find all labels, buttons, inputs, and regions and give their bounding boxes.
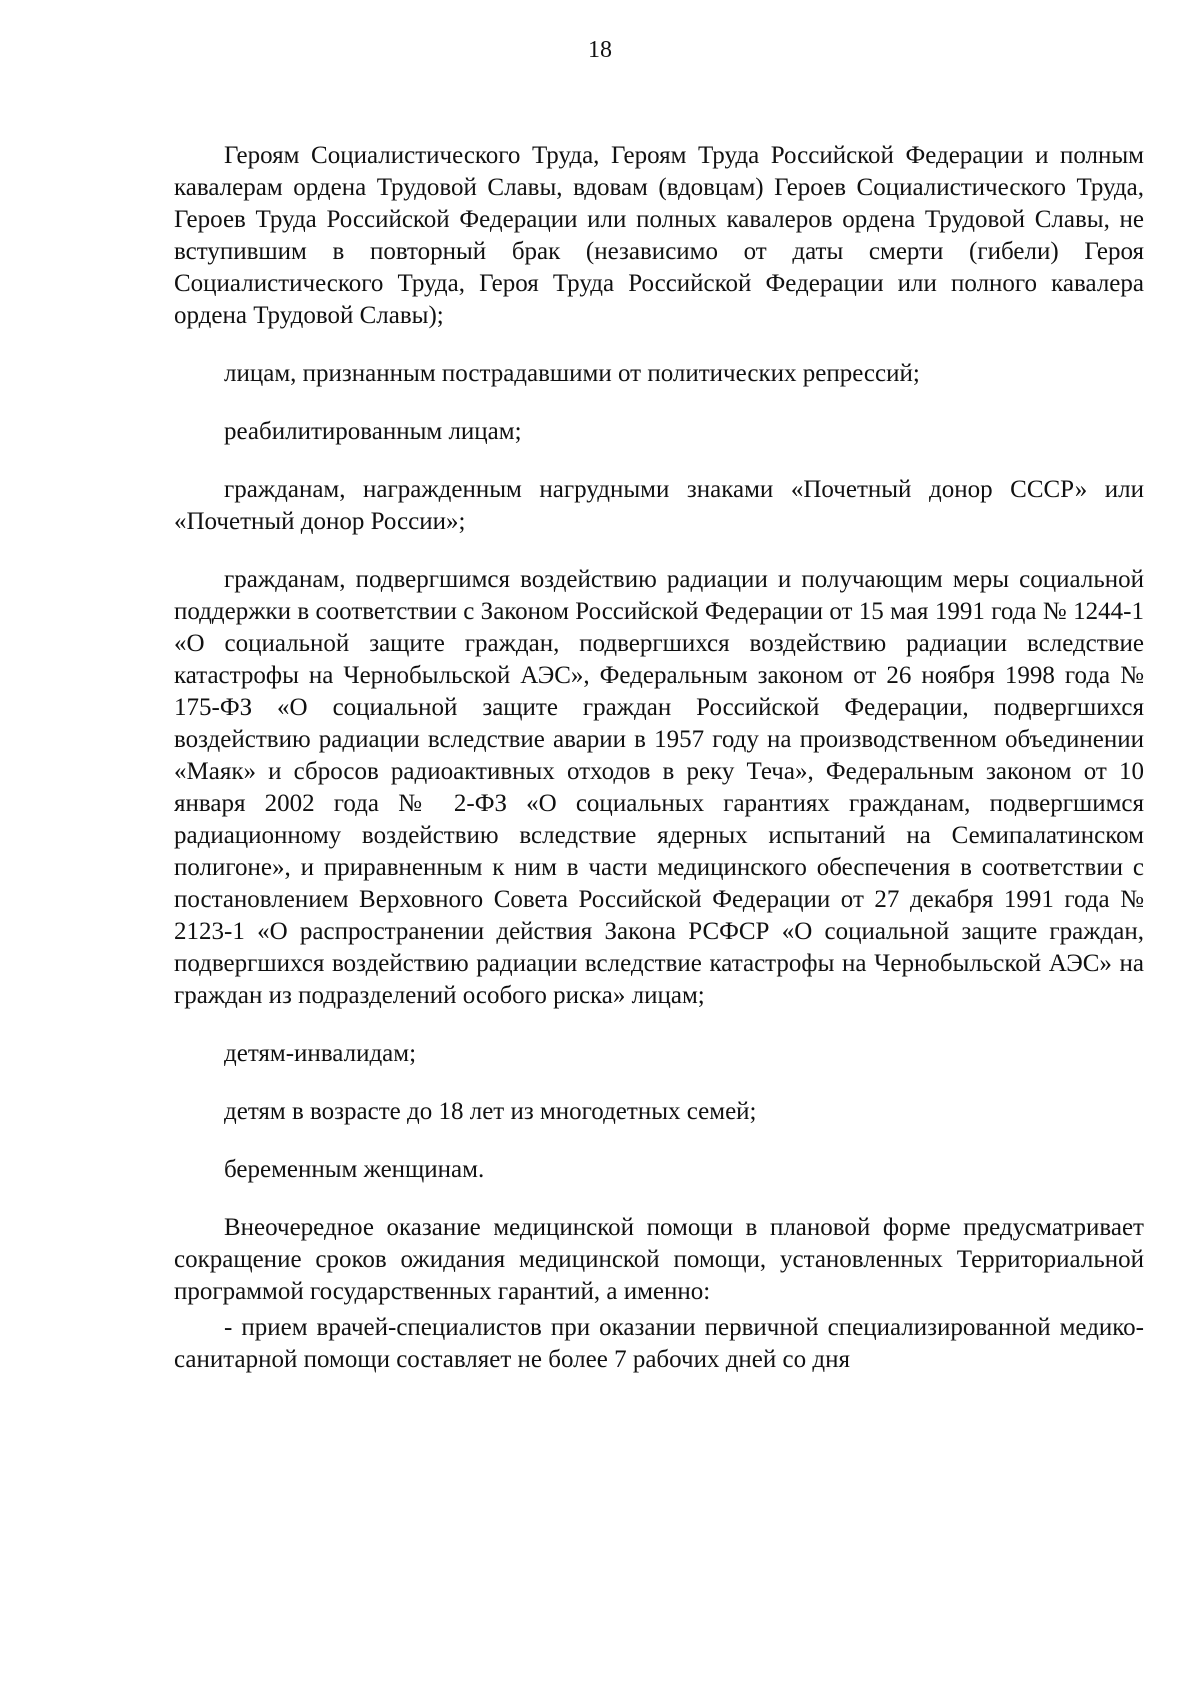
paragraph-political-repression: лицам, признанным пострадавшими от политических репрессий; (224, 360, 920, 387)
paragraph-disabled-children: детям-инвалидам; (224, 1040, 417, 1067)
paragraph-pregnant-women: беременным женщинам. (224, 1156, 485, 1183)
paragraph-heroes: Героям Социалистического Труда, Героям Труда Российской Федерации и полным кавалерам ордена Трудовой Славы, вдовам (вдовцам) Героев Социалистического Труда, Героев Труда Российской Федерации или полных кавалеров ордена Трудовой Славы, не вступившим в повторный брак (независимо от даты смерти (гибели) Героя Социалистического Труда, Героя Труда Российской Федерации или полного кавалера ордена Трудовой Славы); (174, 142, 1144, 329)
paragraph-specialist-visit: - прием врачей-специалистов при оказании первичной специализированной медико-санитарной помощи составляет не более 7 рабочих дней со дня (174, 1314, 1144, 1373)
paragraph-radiation: гражданам, подвергшимся воздействию радиации и получающим меры социальной поддержки в соответствии с Законом Российской Федерации от 15 мая 1991 года № 1244-1 «О социальной защите граждан, подвергшихся воздействию радиации вследствие катастрофы на Чернобыльской АЭС», Федеральным законом от 26 ноября 1998 года № 175-ФЗ «О социальной защите граждан Российской Федерации, подвергшихся воздействию радиации вследствие аварии в 1957 году на производственном объединении «Маяк» и сбросов радиоактивных отходов в реку Теча», Федеральным законом от 10 января 2002 года № 2-ФЗ «О социальных гарантиях гражданам, подвергшимся радиационному воздействию вследствие ядерных испытаний на Семипалатинском полигоне», и приравненным к ним в части медицинского обеспечения в соответствии с постановлением Верховного Совета Российской Федерации от 27 декабря 1991 года № 2123-1 «О распространении действия Закона РСФСР «О социальной защите граждан, подвергшихся воздействию радиации вследствие катастрофы на Чернобыльской АЭС» на граждан из подразделений особого риска» лицам; (174, 566, 1144, 1009)
document-body (174, 140, 1144, 1376)
paragraph-rehabilitated: реабилитированным лицам; (224, 418, 522, 445)
page-number: 18 (588, 37, 612, 63)
paragraph-priority-care: Внеочередное оказание медицинской помощи в плановой форме предусматривает сокращение сроков ожидания медицинской помощи, установленных Территориальной программой государственных гарантий, а именно: (174, 1214, 1144, 1305)
paragraph-honorary-donor: гражданам, награжденным нагрудными знаками «Почетный донор СССР» или «Почетный донор России»; (174, 476, 1144, 535)
paragraph-large-families: детям в возрасте до 18 лет из многодетных семей; (224, 1098, 757, 1125)
